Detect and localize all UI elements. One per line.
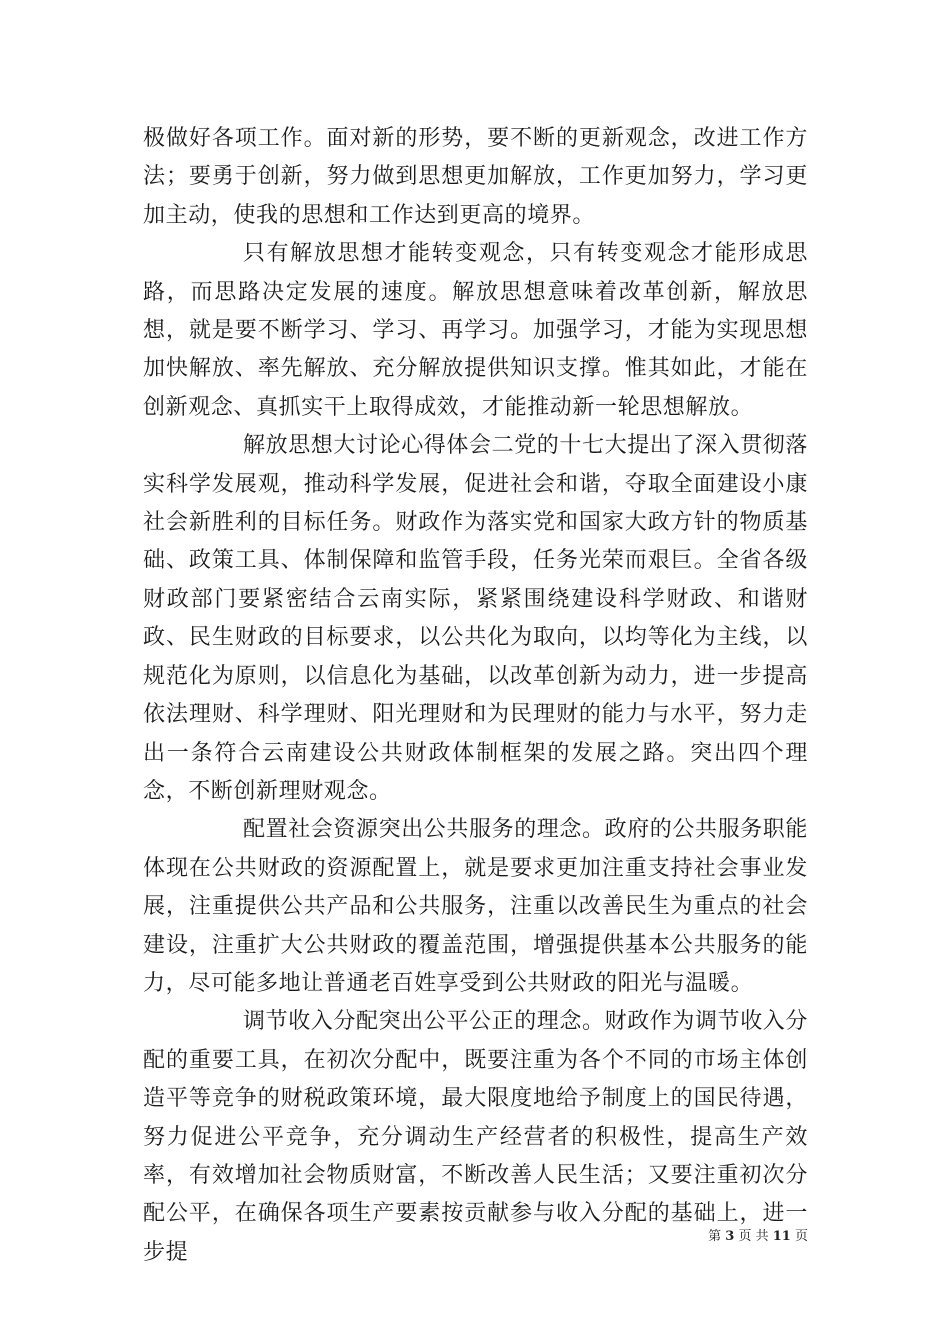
paragraph-2: 只有解放思想才能转变观念，只有转变观念才能形成思路，而思路决定发展的速度。解放思想意味着改革创新，解放思想，就是要不断学习、学习、再学习。加强学习，才能为实现思想加快解放、率先解放、充分解放提供知识支撑。惟其如此，才能在创新观念、真抓实干上取得成效，才能推动新一轮思想解放。 — [143, 241, 808, 420]
body-text — [143, 120, 808, 1272]
footer-prefix: 第 — [708, 1229, 722, 1244]
footer-suffix: 页 — [794, 1229, 808, 1244]
paragraph-3: 解放思想大讨论心得体会二党的十七大提出了深入贯彻落实科学发展观，推动科学发展，促进社会和谐，夺取全面建设小康社会新胜利的目标任务。财政作为落实党和国家大政方针的物质基础、政策工具、体制保障和监管手段，任务光荣而艰巨。全省各级财政部门要紧密结合云南实际，紧紧围绕建设科学财政、和谐财政、民生财政的目标要求，以公共化为取向，以均等化为主线，以规范化为原则，以信息化为基础，以改革创新为动力，进一步提高依法理财、科学理财、阳光理财和为民理财的能力与水平，努力走出一条符合云南建设公共财政体制框架的发展之路。突出四个理念，不断创新理财观念。 — [143, 433, 809, 804]
total-pages-number: 11 — [772, 1229, 791, 1244]
page-footer — [690, 1228, 808, 1246]
current-page-number: 3 — [725, 1229, 735, 1244]
paragraph-5: 调节收入分配突出公平公正的理念。财政作为调节收入分配的重要工具，在初次分配中，既要注重为各个不同的市场主体创造平等竞争的财税政策环境，最大限度地给予制度上的国民待遇，努力促进公平竞争，充分调动生产经营者的积极性，提高生产效率，有效增加社会物质财富，不断改善人民生活；又要注重初次分配公平，在确保各项生产要素按贡献参与收入分配的基础上，进一步提 — [143, 1009, 809, 1265]
footer-middle: 页 共 — [738, 1229, 769, 1244]
paragraph-1: 极做好各项工作。面对新的形势，要不断的更新观念，改进工作方法；要勇于创新，努力做到思想更加解放，工作更加努力，学习更加主动，使我的思想和工作达到更高的境界。 — [143, 126, 808, 228]
paragraph-4: 配置社会资源突出公共服务的理念。政府的公共服务职能体现在公共财政的资源配置上，就是要求更加注重支持社会事业发展，注重提供公共产品和公共服务，注重以改善民生为重点的社会建设，注重扩大公共财政的覆盖范围，增强提供基本公共服务的能力，尽可能多地让普通老百姓享受到公共财政的阳光与温暖。 — [143, 817, 809, 996]
